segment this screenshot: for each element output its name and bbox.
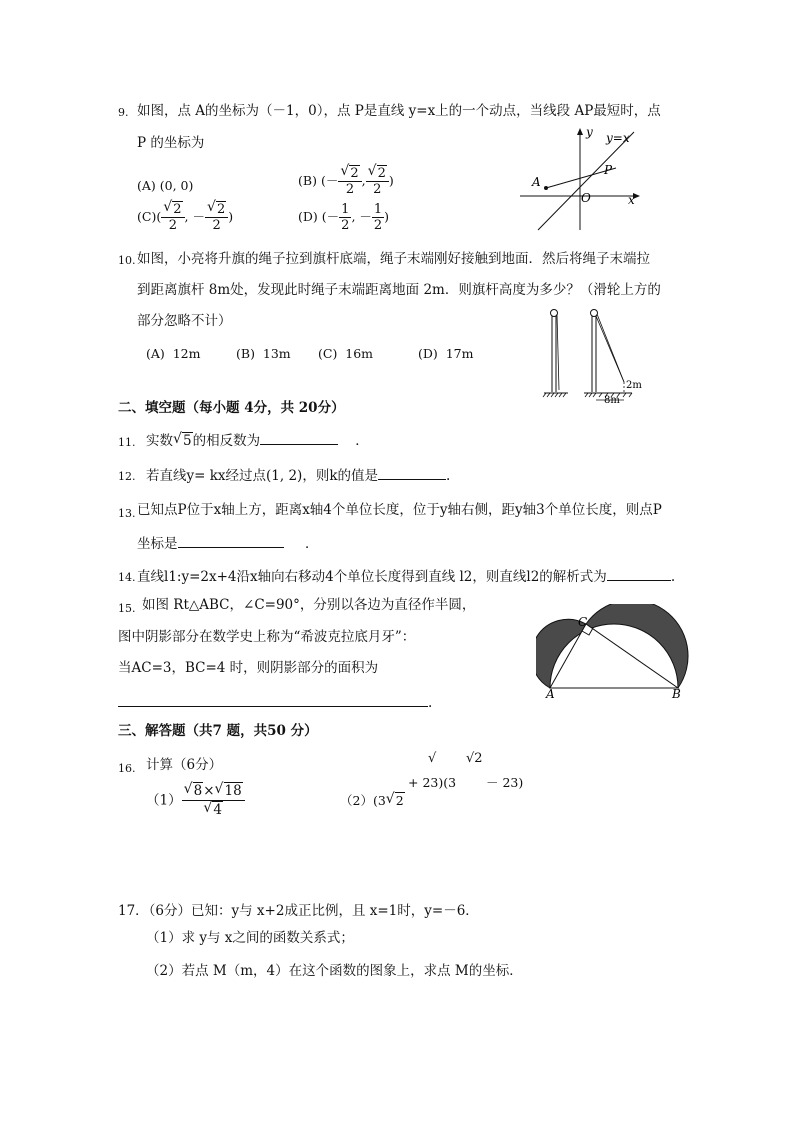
q9-number: 9. [118, 106, 129, 119]
q15-answer-line: . [118, 692, 432, 712]
q10-option-b: (B) 13m [236, 346, 291, 361]
q15-stem-line3: 当AC=3，BC=4 时，则阴影部分的面积为 [118, 660, 379, 676]
q9-stem-line1: 如图，点 A的坐标为（－1，0），点 P是直线 y=x上的一个动点，当线段 AP最短时，点 [137, 103, 661, 119]
label-2m: 2m [626, 380, 642, 391]
rope-1 [557, 314, 559, 390]
y-axis-arrow [577, 128, 583, 135]
q17-part2: （2）若点 M（m，4）在这个函数的图象上，求点 M的坐标． [146, 963, 523, 979]
q13-answer-blank[interactable] [178, 533, 284, 548]
q14-answer-blank[interactable] [607, 566, 671, 581]
q13-stem-line1: 已知点P位于x轴上方，距离x轴4个单位长度，位于y轴右侧，距y轴3个单位长度，则点P [137, 502, 662, 518]
q15-answer-blank[interactable] [118, 692, 428, 707]
x-axis-label: x [628, 193, 635, 207]
q13-number: 13. [118, 507, 136, 520]
point-a [544, 186, 548, 190]
q11-answer-blank[interactable] [260, 430, 338, 445]
q9-coordinate-figure [518, 124, 648, 234]
o-label: O [581, 191, 591, 205]
q17-part1: （1）求 y与 x之间的函数关系式； [146, 930, 354, 946]
q17-stem: 17．（6分）已知：y与 x+2成正比例，且 x=1时，y=－6． [118, 903, 479, 919]
c-label: C [578, 615, 588, 629]
q10-stem-line3: 部分忽略不计） [137, 313, 232, 329]
q16-part2-base: （2）(3√ 2 [340, 792, 405, 810]
q16-title: 计算（6分） [146, 757, 223, 773]
b-label: B [672, 687, 681, 700]
q14-stem: 直线l1:y=2x+4沿x轴向右移动4个单位长度得到直线 l2，则直线l2的解析式为 . [137, 566, 675, 586]
q10-stem-line1: 如图，小亮将升旗的绳子拉到旗杆底端，绳子末端刚好接触到地面．然后将绳子末端拉 [137, 251, 650, 267]
q10-flagpole-figure [540, 306, 650, 406]
q16-part2-top1: √ [428, 751, 437, 766]
label-8m: 8m [604, 395, 620, 406]
q10-option-c: (C) 16m [318, 346, 374, 361]
q9-option-a: (A) (0, 0) [137, 178, 194, 193]
pulley-1 [551, 310, 558, 317]
q11-stem: 实数√ 5的相反数为 ． [146, 430, 369, 450]
q9-option-b: (B) (－ √ $\frac{2}{2}$ , √ $\frac{2}{2}$ ) [298, 166, 394, 197]
q16-part2-mid1: + 23)(3 [408, 775, 457, 790]
pulley-2 [591, 310, 598, 317]
q15-number: 15. [118, 602, 136, 615]
q14-number: 14. [118, 571, 136, 584]
q16-part2-top2: √2 [466, 751, 483, 766]
a-label: A [546, 687, 555, 700]
q9-stem-line2: P 的坐标为 [137, 135, 205, 151]
q12-number: 12. [118, 470, 136, 483]
section-2-title: 二、填空题（每小题 4分，共 20分） [118, 400, 345, 416]
q16-part1: （1） √ 8×√ 18 √ 4 [146, 782, 245, 819]
q12-stem: 若直线y= kx经过点(1, 2)，则k的值是 . [146, 465, 450, 485]
q10-option-a: (A) 12m [146, 346, 201, 361]
q13-stem-line2: 坐标是 ． [137, 533, 318, 553]
q15-stem-line2: 图中阴影部分在数学史上称为“希波克拉底月牙”： [118, 629, 416, 645]
q16-number: 16. [118, 762, 136, 775]
q12-answer-blank[interactable] [378, 465, 446, 480]
line-label: y=x [606, 131, 630, 145]
q10-stem-line2: 到距离旗杆 8m处，发现此时绳子末端距离地面 2m．则旗杆高度为多少？（滑轮上方的 [137, 282, 661, 298]
q10-number: 10. [118, 254, 136, 267]
section-3-title: 三、解答题（共7 题，共50 分） [118, 723, 318, 739]
q16-part2-mid2: － 23) [486, 775, 524, 790]
q10-option-d: (D) 17m [418, 346, 474, 361]
a-label: A [532, 175, 541, 189]
q9-option-c: (C)( √ $\frac{2}{2}$ , － √ $\frac{2}{2}$ ) [137, 202, 233, 233]
q11-number: 11. [118, 436, 136, 449]
p-label: P [604, 163, 613, 177]
q15-stem-line1: 如图 Rt△ABC，∠C=90°，分别以各边为直径作半圆， [142, 597, 476, 613]
q9-option-d: (D) (－ $\frac{1}{2}$ , － $\frac{1}{2}$ ) [298, 202, 390, 233]
line-y-eq-x [538, 132, 634, 230]
y-axis-label: y [586, 125, 593, 139]
q15-lune-figure [536, 604, 690, 700]
